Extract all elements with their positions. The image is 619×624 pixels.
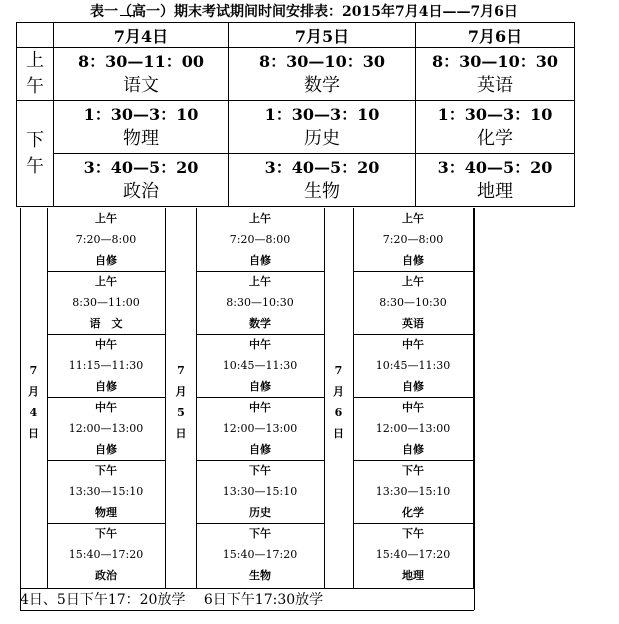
slot-time: 15:40—17:20 — [68, 548, 144, 561]
slot-activity: 历史 — [249, 506, 271, 519]
period-afternoon — [17, 101, 54, 207]
slot-time: 10:45—11:30 — [222, 359, 298, 372]
slot-period: 上午 — [402, 275, 424, 288]
date-char: 日 — [175, 427, 187, 440]
column-border — [473, 208, 474, 588]
exam-time: 8：30—10：30 — [432, 52, 558, 71]
exam-subject: 历史 — [304, 128, 340, 149]
slot-period: 上午 — [249, 212, 271, 225]
slot-time: 7:20—8:00 — [75, 233, 137, 246]
exam-cell — [54, 48, 229, 101]
slot-period: 上午 — [95, 275, 117, 288]
slot-time: 12:00—13:00 — [68, 422, 144, 435]
exam-subject: 数学 — [304, 75, 340, 96]
date-char: 6 — [334, 406, 343, 419]
slot-time: 12:00—13:00 — [222, 422, 298, 435]
slot-period: 上午 — [95, 212, 117, 225]
slot-time: 10:45—11:30 — [375, 359, 451, 372]
slot-time: 11:15—11:30 — [68, 359, 144, 372]
slot-period: 中午 — [402, 338, 424, 351]
timetable-slot — [196, 271, 324, 334]
slot-period: 下午 — [402, 464, 424, 477]
timetable-slot — [196, 523, 324, 586]
timetable-slot — [47, 208, 165, 271]
date-char: 日 — [28, 427, 39, 440]
period-morning — [17, 48, 54, 101]
slot-activity: 英语 — [402, 317, 424, 330]
exam-cell — [229, 154, 416, 207]
day-date-label — [324, 360, 353, 444]
title-underline — [120, 15, 134, 16]
exam-time: 8：30—11：00 — [78, 52, 204, 71]
slot-activity: 自修 — [402, 380, 424, 393]
period-afternoon-label — [17, 128, 53, 180]
timetable-slot — [196, 460, 324, 523]
slot-period: 中午 — [95, 338, 117, 351]
timetable-slot — [47, 334, 165, 397]
date-char: 日 — [333, 427, 344, 440]
slot-activity: 自修 — [95, 254, 117, 267]
timetable-slot — [196, 334, 324, 397]
slot-time: 15:40—17:20 — [222, 548, 298, 561]
exam-cell — [416, 154, 575, 207]
exam-time: 3：40—5：20 — [437, 158, 553, 177]
slot-time: 7:20—8:00 — [229, 233, 291, 246]
exam-time: 1：30—3：10 — [437, 105, 553, 124]
slot-activity: 政治 — [95, 569, 117, 582]
title-text: 表一（高一）期末考试期间时间安排表：2015年7月4日——7月6日 — [90, 4, 518, 20]
period-char: 午 — [26, 155, 44, 177]
timetable-slot — [353, 208, 473, 271]
slot-time: 8:30—11:00 — [72, 296, 140, 309]
slot-activity: 自修 — [95, 443, 117, 456]
exam-subject: 英语 — [477, 75, 513, 96]
slot-period: 下午 — [402, 527, 424, 540]
slot-period: 下午 — [249, 464, 271, 477]
slot-activity: 语 文 — [89, 317, 123, 330]
exam-subject: 生物 — [304, 181, 340, 202]
slot-time: 13:30—15:10 — [222, 485, 298, 498]
date-char: 月 — [333, 385, 344, 398]
exam-cell — [54, 101, 229, 154]
date-char: 月 — [175, 385, 187, 398]
period-morning-label — [17, 48, 53, 100]
date-char: 4 — [29, 406, 38, 419]
slot-period: 中午 — [249, 401, 271, 414]
exam-subject: 物理 — [123, 128, 159, 149]
exam-time: 8：30—10：30 — [259, 52, 385, 71]
slot-time: 15:40—17:20 — [375, 548, 451, 561]
slot-period: 上午 — [402, 212, 424, 225]
timetable-slot — [47, 460, 165, 523]
slot-period: 下午 — [95, 464, 117, 477]
slot-time: 12:00—13:00 — [375, 422, 451, 435]
slot-activity: 物理 — [95, 506, 117, 519]
slot-activity: 自修 — [402, 254, 424, 267]
timetable-slot — [353, 334, 473, 397]
exam-time: 3：40—5：20 — [83, 158, 199, 177]
exam-cell — [416, 48, 575, 101]
exam-subject: 化学 — [477, 128, 513, 149]
slot-time: 13:30—15:10 — [375, 485, 451, 498]
date-char: 7 — [177, 364, 185, 377]
exam-subject: 政治 — [123, 181, 159, 202]
slot-activity: 自修 — [249, 443, 271, 456]
exam-cell — [229, 48, 416, 101]
exam-schedule-table — [16, 22, 575, 207]
timetable-slot — [353, 397, 473, 460]
document-title — [0, 0, 619, 18]
timetable-slot — [47, 523, 165, 586]
slot-activity: 地理 — [402, 569, 424, 582]
dismissal-note: 4日、5日下午17：20放学 6日下午17:30放学 — [20, 592, 324, 608]
slot-activity: 自修 — [249, 254, 271, 267]
slot-time: 8:30—10:30 — [379, 296, 447, 309]
slot-time: 8:30—10:30 — [226, 296, 294, 309]
slot-activity: 数学 — [249, 317, 271, 330]
date-char: 月 — [28, 385, 39, 398]
table-border — [474, 208, 475, 610]
header-day-1: 7月4日 — [54, 23, 229, 48]
exam-subject: 地理 — [477, 181, 513, 202]
timetable-slot — [196, 208, 324, 271]
exam-cell — [416, 101, 575, 154]
slot-period: 中午 — [402, 401, 424, 414]
timetable-slot — [196, 397, 324, 460]
exam-time: 1：30—3：10 — [83, 105, 199, 124]
header-day-2: 7月5日 — [229, 23, 416, 48]
slot-period: 上午 — [249, 275, 271, 288]
corner-cell — [17, 23, 54, 48]
slot-activity: 自修 — [249, 380, 271, 393]
exam-cell — [229, 101, 416, 154]
slot-period: 中午 — [249, 338, 271, 351]
exam-time: 1：30—3：10 — [264, 105, 380, 124]
date-char: 7 — [334, 364, 343, 377]
slot-period: 下午 — [249, 527, 271, 540]
day-date-label — [20, 360, 47, 444]
timetable-slot — [353, 523, 473, 586]
header-day-3: 7月6日 — [416, 23, 575, 48]
period-char: 午 — [26, 76, 44, 97]
day-date-label — [166, 360, 196, 444]
slot-time: 7:20—8:00 — [382, 233, 444, 246]
slot-period: 中午 — [95, 401, 117, 414]
date-char: 7 — [29, 364, 38, 377]
exam-subject: 语文 — [123, 75, 159, 96]
timetable-slot — [353, 271, 473, 334]
exam-time: 3：40—5：20 — [264, 158, 380, 177]
period-char: 上 — [26, 50, 44, 71]
table-border — [20, 610, 474, 611]
period-char: 下 — [26, 129, 44, 151]
exam-cell — [54, 154, 229, 207]
timetable-slot — [47, 397, 165, 460]
slot-time: 13:30—15:10 — [68, 485, 144, 498]
date-char: 5 — [177, 406, 185, 419]
timetable-slot — [353, 460, 473, 523]
slot-activity: 生物 — [249, 569, 271, 582]
slot-activity: 自修 — [402, 443, 424, 456]
slot-period: 下午 — [95, 527, 117, 540]
slot-activity: 化学 — [402, 506, 424, 519]
timetable-slot — [47, 271, 165, 334]
slot-activity: 自修 — [95, 380, 117, 393]
